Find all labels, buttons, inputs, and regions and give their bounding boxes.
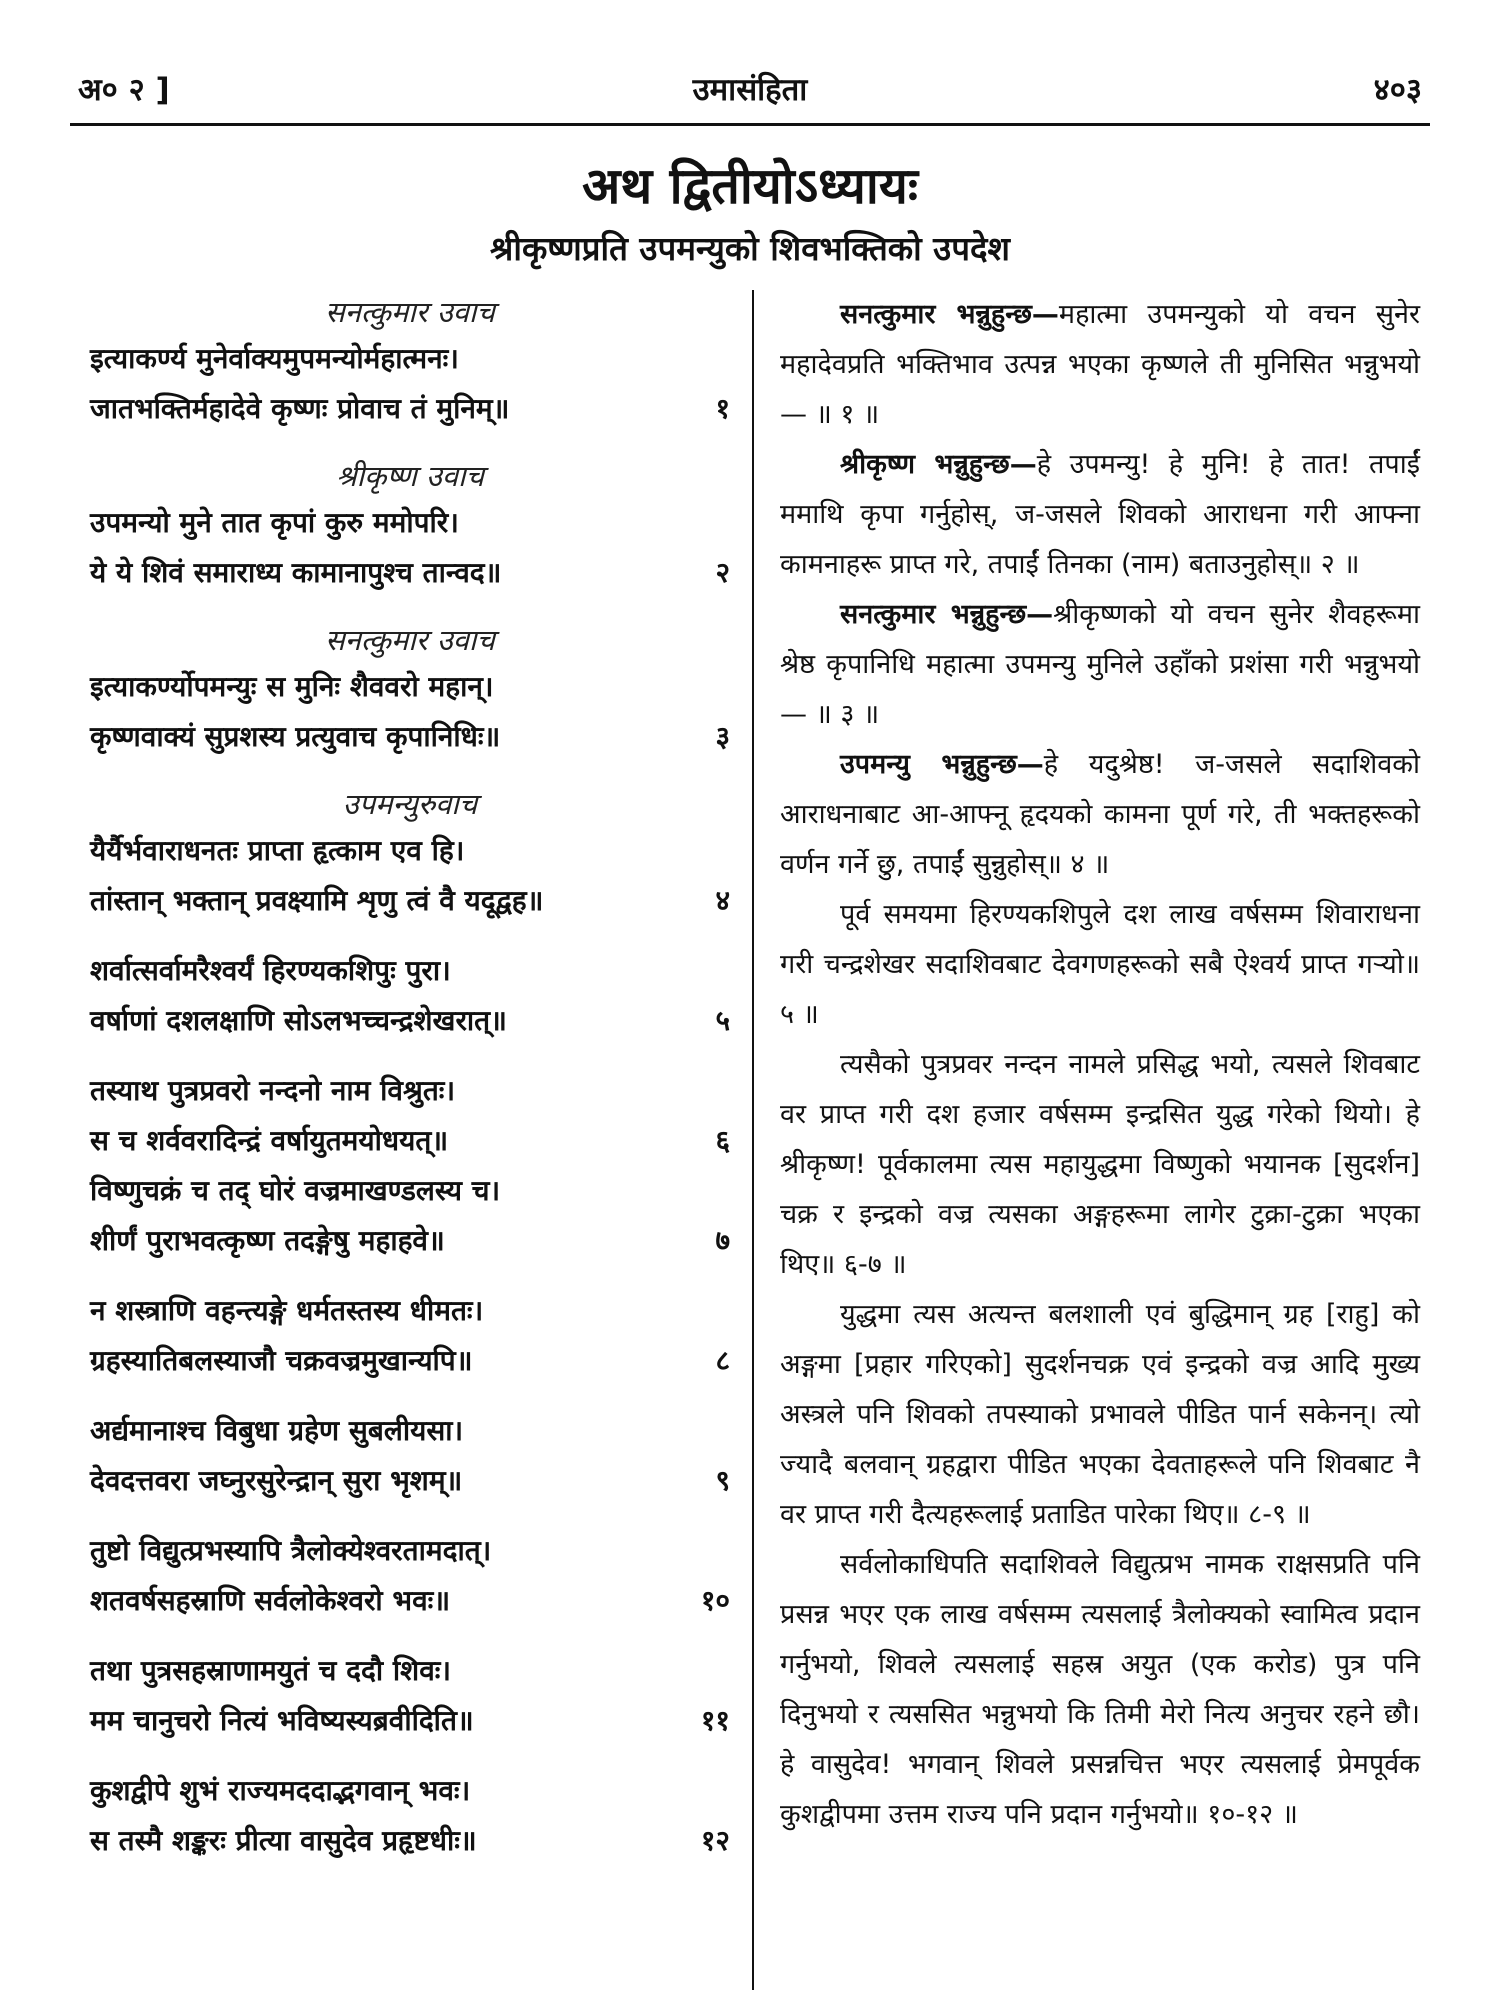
paragraph-text: हे उपमन्यु! हे मुनि! हे तात! तपाईं ममाथि कृपा गर्नुहोस्, ज-जसले शिवको आराधना गरी आफ्ना कामनाहरू प्राप्त गरे, तपाईं तिनका (नाम) बताउनुहोस्॥ २ ॥ [780,449,1420,580]
verse-text: तथा पुत्रसहस्राणामयुतं च ददौ शिवः। [90,1654,452,1687]
verse-line [90,1576,730,1626]
verse-line [90,498,730,548]
verse-10 [90,1526,730,1626]
translation-paragraph-1 [780,290,1420,440]
verse-text: न शस्त्राणि वहन्त्यङ्गे धर्मतस्तस्य धीमतः। [90,1294,484,1327]
paragraph-text: हे यदुश्रेष्ठ! ज-जसले सदाशिवको आराधनाबाट आ-आफ्नू हृदयको कामना पूर्ण गरे, ती भक्तहरूको वर्णन गर्ने छु, तपाईं सुन्नुहोस्॥ ४ ॥ [780,749,1420,880]
running-header [70,68,1430,118]
speaker-label: सनत्कुमार भन्नुहुन्छ— [840,599,1054,630]
speaker-label: श्रीकृष्ण भन्नुहुन्छ— [840,449,1037,480]
verse-number: ५ [715,1004,730,1037]
verse-9 [90,1406,730,1506]
verse-line [90,1116,730,1166]
sanskrit-column [90,290,730,1886]
verse-text: उपमन्यो मुने तात कृपां कुरु ममोपरि। [90,506,459,539]
verse-line [90,1216,730,1266]
verse-line [90,662,730,712]
verse-number: १० [700,1584,730,1617]
verse-line [90,548,730,598]
translation-paragraph-5: पूर्व समयमा हिरण्यकशिपुले दश लाख वर्षसम्म शिवाराधना गरी चन्द्रशेखर सदाशिवबाट देवगणहरूको सबै ऐश्वर्य प्राप्त गर्‍यो॥ ५ ॥ [780,899,1420,1030]
verse-text: शर्वात्सर्वामरैश्वर्यं हिरण्यकशिपुः पुरा। [90,954,451,987]
chapter-title: अथ द्वितीयोऽध्यायः [582,157,918,215]
verse-number: ८ [715,1344,730,1377]
speaker-label: सनत्कुमार भन्नुहुन्छ— [840,299,1059,330]
verse-line [90,1166,730,1216]
column-divider [752,290,754,1990]
verse-number: २ [715,556,730,589]
verse-line [90,1406,730,1456]
verse-number: ६ [715,1124,730,1157]
verse-1 [90,334,730,434]
translation-paragraph-6: त्यसैको पुत्रप्रवर नन्दन नामले प्रसिद्ध भयो, त्यसले शिवबाट वर प्राप्त गरी दश हजार वर्षसम्म इन्द्रसित युद्ध गरेको थियो। हे श्रीकृष्ण! पूर्वकालमा त्यस महायुद्धमा विष्णुको भयानक [सुदर्शन] चक्र र इन्द्रको वज्र त्यसका अङ्गहरूमा लागेर टुक्रा-टुक्रा भएका थिए॥ ६-७ ॥ [780,1049,1420,1280]
verse-text: देवदत्तवरा जघ्नुरसुरेन्द्रान् सुरा भृशम्॥ [90,1464,463,1497]
verse-line [90,876,730,926]
verse-line [90,826,730,876]
verse-text: तस्याथ पुत्रप्रवरो नन्दनो नाम विश्रुतः। [90,1074,456,1107]
verse-3 [90,662,730,762]
verse-number: १२ [700,1824,730,1857]
verse-text: शतवर्षसहस्राणि सर्वलोकेश्वरो भवः॥ [90,1584,451,1617]
verse-text: ग्रहस्यातिबलस्याजौ चक्रवज्रमुखान्यपि॥ [90,1344,473,1377]
verse-line [90,1286,730,1336]
speaker-label: श्रीकृष्ण उवाच [336,459,484,493]
translation-paragraph-7: युद्धमा त्यस अत्यन्त बलशाली एवं बुद्धिमान् ग्रह [राहु] को अङ्गमा [प्रहार गरिएको] सुदर्शनचक्र एवं इन्द्रको वज्र आदि मुख्य अस्त्रले पनि शिवको तपस्याको प्रभावले पीडित पार्न सकेनन्। त्यो ज्यादै बलवान् ग्रहद्वारा पीडित भएका देवताहरूले पनि शिवबाट नै वर प्राप्त गरी दैत्यहरूलाई प्रताडित पारेका थिए॥ ८-९ ॥ [780,1299,1420,1530]
verse-text: कुशद्वीपे शुभं राज्यमददाद्भगवान् भवः। [90,1774,471,1807]
verse-line [90,1646,730,1696]
speaker-label: उपमन्युरुवाच [342,787,478,821]
speaker-label: सनत्कुमार उवाच [325,623,495,657]
verse-line [90,1066,730,1116]
verse-text: इत्याकर्ण्योपमन्युः स मुनिः शैववरो महान्। [90,670,494,703]
verse-8 [90,1286,730,1386]
verse-line [90,1696,730,1746]
verse-11 [90,1646,730,1746]
verse-line [90,1766,730,1816]
verse-number: ३ [715,720,730,753]
translation-column [780,290,1420,1840]
verse-number: ४ [715,884,730,917]
paragraph-text: श्रीकृष्णको यो वचन सुनेर शैवहरूमा श्रेष्ठ कृपानिधि महात्मा उपमन्यु मुनिले उहाँको प्रशंसा गरी भन्नुभयो— ॥ ३ ॥ [780,599,1420,730]
verse-line [90,384,730,434]
verse-6-7 [90,1066,730,1266]
verse-4 [90,826,730,926]
verse-line [90,996,730,1046]
verse-line [90,334,730,384]
chapter-reference: अ० २ ] [78,72,170,108]
verse-number: १ [715,392,730,425]
verse-text: इत्याकर्ण्य मुनेर्वाक्यमुपमन्योर्महात्मनः। [90,342,459,375]
verse-text: तांस्तान् भक्तान् प्रवक्ष्यामि शृणु त्वं वै यदूद्वह॥ [90,884,544,917]
verse-number: ९ [715,1464,730,1497]
verse-text: शीर्णं पुराभवत्कृष्ण तदङ्गेषु महाहवे॥ [90,1224,445,1257]
verse-text: अर्द्यमानाश्च विबुधा ग्रहेण सुबलीयसा। [90,1414,464,1447]
verse-text: स तस्मै शङ्करः प्रीत्या वासुदेव प्रहृष्टधीः॥ [90,1824,477,1857]
verse-2 [90,498,730,598]
page [70,0,1430,2000]
verse-line [90,1456,730,1506]
verse-text: जातभक्तिर्महादेवे कृष्णः प्रोवाच तं मुनिम्॥ [90,392,510,425]
verse-text: कृष्णवाक्यं सुप्रशस्य प्रत्युवाच कृपानिधिः॥ [90,720,501,753]
verse-number: ११ [700,1704,730,1737]
verse-line [90,712,730,762]
translation-paragraph-2 [780,440,1420,590]
translation-paragraph-3 [780,590,1420,740]
verse-text: तुष्टो विद्युत्प्रभस्यापि त्रैलोक्येश्वरतामदात्। [90,1534,492,1567]
translation-paragraph-4 [780,740,1420,890]
verse-text: मम चानुचरो नित्यं भविष्यस्यब्रवीदिति॥ [90,1704,474,1737]
verse-line [90,1336,730,1386]
verse-line [90,946,730,996]
verse-text: ये ये शिवं समाराध्य कामानापुश्च तान्वद॥ [90,556,502,589]
verse-number: ७ [715,1224,730,1257]
chapter-subtitle: श्रीकृष्णप्रति उपमन्युको शिवभक्तिको उपदेश [490,229,1010,268]
translation-paragraph-8: सर्वलोकाधिपति सदाशिवले विद्युत्प्रभ नामक राक्षसप्रति पनि प्रसन्न भएर एक लाख वर्षसम्म त्यसलाई त्रैलोक्यको स्वामित्व प्रदान गर्नुभयो, शिवले त्यसलाई सहस्र अयुत (एक करोड) पुत्र पनि दिनुभयो र त्यससित भन्नुभयो कि तिमी मेरो नित्य अनुचर रहने छौ। हे वासुदेव! भगवान् शिवले प्रसन्नचित्त भएर त्यसलाई प्रेमपूर्वक कुशद्वीपमा उत्तम राज्य पनि प्रदान गर्नुभयो॥ १०-१२ ॥ [780,1549,1420,1830]
book-title: उमासंहिता [692,72,808,108]
verse-text: स च शर्ववरादिन्द्रं वर्षायुतमयोधयत्॥ [90,1124,449,1157]
verse-text: यैर्यैर्भवाराधनतः प्राप्ता हृत्काम एव हि। [90,834,465,867]
page-number: ४०३ [1373,72,1422,108]
verse-text: वर्षाणां दशलक्षाणि सोऽलभच्चन्द्रशेखरात्॥ [90,1004,507,1037]
speaker-label: उपमन्यु भन्नुहुन्छ— [840,749,1044,780]
verse-line [90,1816,730,1866]
paragraph-text: महात्मा उपमन्युको यो वचन सुनेर महादेवप्रति भक्तिभाव उत्पन्न भएका कृष्णले ती मुनिसित भन्नुभयो— ॥ १ ॥ [780,299,1420,430]
verse-line [90,1526,730,1576]
verse-text: विष्णुचक्रं च तद् घोरं वज्रमाखण्डलस्य च। [90,1174,501,1207]
verse-5 [90,946,730,1046]
verse-12 [90,1766,730,1866]
speaker-label: सनत्कुमार उवाच [325,295,495,329]
header-rule [70,123,1430,126]
